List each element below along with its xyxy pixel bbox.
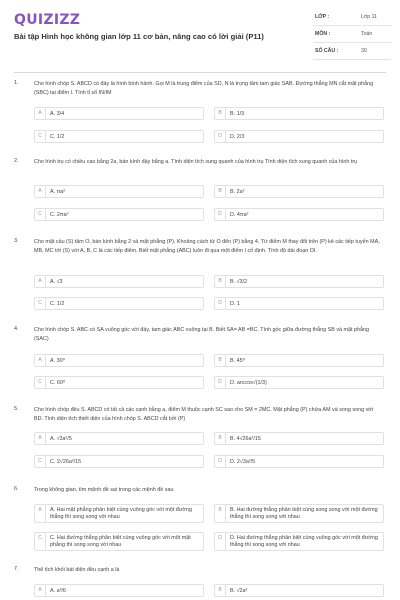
- option-6a[interactable]: [34, 504, 204, 523]
- option-letter: A: [35, 186, 46, 197]
- option-letter: A: [35, 355, 46, 366]
- option-7a[interactable]: [34, 584, 204, 597]
- worksheet-meta: [313, 11, 391, 62]
- option-3c[interactable]: [34, 297, 204, 310]
- option-2c[interactable]: [34, 208, 204, 221]
- option-letter: D: [215, 209, 226, 220]
- meta-label: SỐ CÂU :: [315, 48, 339, 54]
- option-letter: C: [35, 131, 46, 142]
- option-text: A. Hai mặt phẳng phân biệt cùng vuông góc với một đường thẳng thì song song với nhau: [50, 507, 192, 520]
- option-letter: B: [215, 108, 226, 119]
- option-letter: C: [35, 533, 46, 550]
- meta-value: 30: [361, 48, 367, 54]
- option-5b[interactable]: [214, 432, 384, 445]
- meta-row-question-count: [313, 45, 391, 60]
- question-number: 5.: [14, 406, 19, 412]
- option-text: A. a³/6: [50, 588, 66, 594]
- option-letter: C: [35, 377, 46, 388]
- option-2b[interactable]: [214, 185, 384, 198]
- option-4b[interactable]: [214, 354, 384, 367]
- option-5a[interactable]: [34, 432, 204, 445]
- option-letter: B: [215, 186, 226, 197]
- meta-row-class: [313, 11, 391, 26]
- option-5d[interactable]: [214, 455, 384, 468]
- option-letter: B: [215, 276, 226, 287]
- question-text: Thể tích khối bát diện đều cạnh a là: [34, 567, 120, 573]
- option-text: D. Hai đường thẳng phân biệt cùng vuông góc với một đường thẳng thì song song với nhau: [230, 535, 378, 548]
- question-number: 1.: [14, 80, 19, 86]
- option-3d[interactable]: [214, 297, 384, 310]
- worksheet-header: [0, 0, 400, 70]
- option-letter: C: [35, 209, 46, 220]
- question-number: 6.: [14, 486, 19, 492]
- option-text: C. Hai đường thẳng phân biệt cùng vuông góc với một mặt phẳng thì song song với nhau: [50, 535, 191, 548]
- option-letter: C: [35, 456, 46, 467]
- option-text: B. Hai đường thẳng phân biệt cùng song song với một đường thẳng thì song song với nhau: [230, 507, 378, 520]
- option-text: B. √3/2: [230, 279, 248, 285]
- quizizz-logo: QUIZIZZ: [14, 12, 81, 28]
- worksheet-title: Bài tập Hình học không gian lớp 11 cơ bản, nâng cao có lời giải (P11): [14, 32, 264, 41]
- meta-label: MÔN :: [315, 31, 331, 37]
- option-5c[interactable]: [34, 455, 204, 468]
- option-text: B. √2a³: [230, 588, 248, 594]
- question-text: Trong không gian, tìm mệnh đề sai trong các mệnh đề sau: [34, 487, 174, 493]
- question-number: 4.: [14, 326, 19, 332]
- option-text: A. √3a²/5: [50, 436, 72, 442]
- option-letter: A: [35, 505, 46, 522]
- option-letter: B: [215, 433, 226, 444]
- option-2a[interactable]: [34, 185, 204, 198]
- option-letter: D: [215, 456, 226, 467]
- option-letter: D: [215, 377, 226, 388]
- option-2d[interactable]: [214, 208, 384, 221]
- option-1d[interactable]: [214, 130, 384, 143]
- option-text: B. 2a²: [230, 189, 245, 195]
- option-letter: A: [35, 108, 46, 119]
- option-4a[interactable]: [34, 354, 204, 367]
- option-text: A. 3/4: [50, 111, 65, 117]
- meta-row-subject: [313, 28, 391, 43]
- option-text: C. 1/2: [50, 301, 65, 307]
- option-text: B. 45⁰: [230, 358, 245, 364]
- question-text: Cho hình chóp đều S. ABCD có tất cả các cạnh bằng a, điểm M thuộc cạnh SC sao cho SM = 2MC. Mặt phẳng (P) chứa AM và song song với BD. Tính diện tích thiết diện của hình chóp S. ABCD cắt bởi (P): [34, 407, 373, 422]
- option-letter: B: [215, 505, 226, 522]
- question-text: Cho hình trụ có chiều cao bằng 2a, bán kính đáy bằng a. Tính diện tích xung quanh của hình trụ Tính diện tích xung quanh của hình trụ: [34, 159, 358, 165]
- option-letter: D: [215, 131, 226, 142]
- option-text: C. 2√26a²/15: [50, 459, 82, 465]
- question-number: 3.: [14, 238, 19, 244]
- meta-value: Toán: [361, 31, 373, 37]
- option-letter: D: [215, 298, 226, 309]
- option-text: C. 60⁰: [50, 380, 66, 386]
- option-6b[interactable]: [214, 504, 384, 523]
- option-text: A. 30⁰: [50, 358, 65, 364]
- question-number: 7.: [14, 566, 19, 572]
- option-letter: D: [215, 533, 226, 550]
- option-text: D. 2√3a²/5: [230, 459, 256, 465]
- question-text: Cho mặt cầu (S) tâm O, bán kính bằng 2 và mặt phẳng (P). Khoảng cách từ O đến (P) bằng 4. Từ điểm M thay đổi trên (P) kẻ các tiếp tuyến MA, MB, MC tới (S) với A, B, C là các tiếp điểm. Biết mặt phẳng (ABC) luôn đi qua một điểm I cố định. Tính độ dài đoạn OI.: [34, 239, 380, 254]
- option-6d[interactable]: [214, 532, 384, 551]
- option-letter: A: [35, 585, 46, 596]
- option-4d[interactable]: [214, 376, 384, 389]
- option-3a[interactable]: [34, 275, 204, 288]
- option-text: D. 4πa²: [230, 212, 249, 218]
- option-letter: C: [35, 298, 46, 309]
- option-1c[interactable]: [34, 130, 204, 143]
- meta-value: Lớp 11: [361, 14, 377, 20]
- option-6c[interactable]: [34, 532, 204, 551]
- option-1b[interactable]: [214, 107, 384, 120]
- option-letter: A: [35, 433, 46, 444]
- question-number: 2.: [14, 158, 19, 164]
- option-3b[interactable]: [214, 275, 384, 288]
- option-text: D. 2/3: [230, 134, 245, 140]
- option-text: B. 4√26a²/15: [230, 436, 261, 442]
- header-divider: [14, 72, 386, 73]
- meta-label: LỚP :: [315, 14, 330, 20]
- option-text: D. 1: [230, 301, 240, 307]
- option-letter: B: [215, 585, 226, 596]
- option-text: C. 1/2: [50, 134, 65, 140]
- option-text: D. arccos√(1/3): [230, 380, 267, 386]
- option-text: A. πa²: [50, 189, 66, 195]
- option-text: A. √3: [50, 279, 63, 285]
- option-7b[interactable]: [214, 584, 384, 597]
- question-text: Cho hình chóp S. ABCD có đáy là hình bình hành. Gọi M là trung điểm của SD, N là trọng tâm tam giác SAB. Đường thẳng MN cắt mặt phẳng (SBC) tại điểm I. Tính tỉ số IN/IM: [34, 81, 374, 96]
- option-text: C. 2πa²: [50, 212, 69, 218]
- question-text: Cho hình chóp S. ABC có SA vuông góc với đáy, tam giác ABC vuông tại B. Biết SA= AB =BC. Tính góc giữa đường thẳng SB và mặt phẳng (SAC): [34, 327, 370, 342]
- option-4c[interactable]: [34, 376, 204, 389]
- option-1a[interactable]: [34, 107, 204, 120]
- option-letter: B: [215, 355, 226, 366]
- option-text: B. 1/3: [230, 111, 245, 117]
- option-letter: A: [35, 276, 46, 287]
